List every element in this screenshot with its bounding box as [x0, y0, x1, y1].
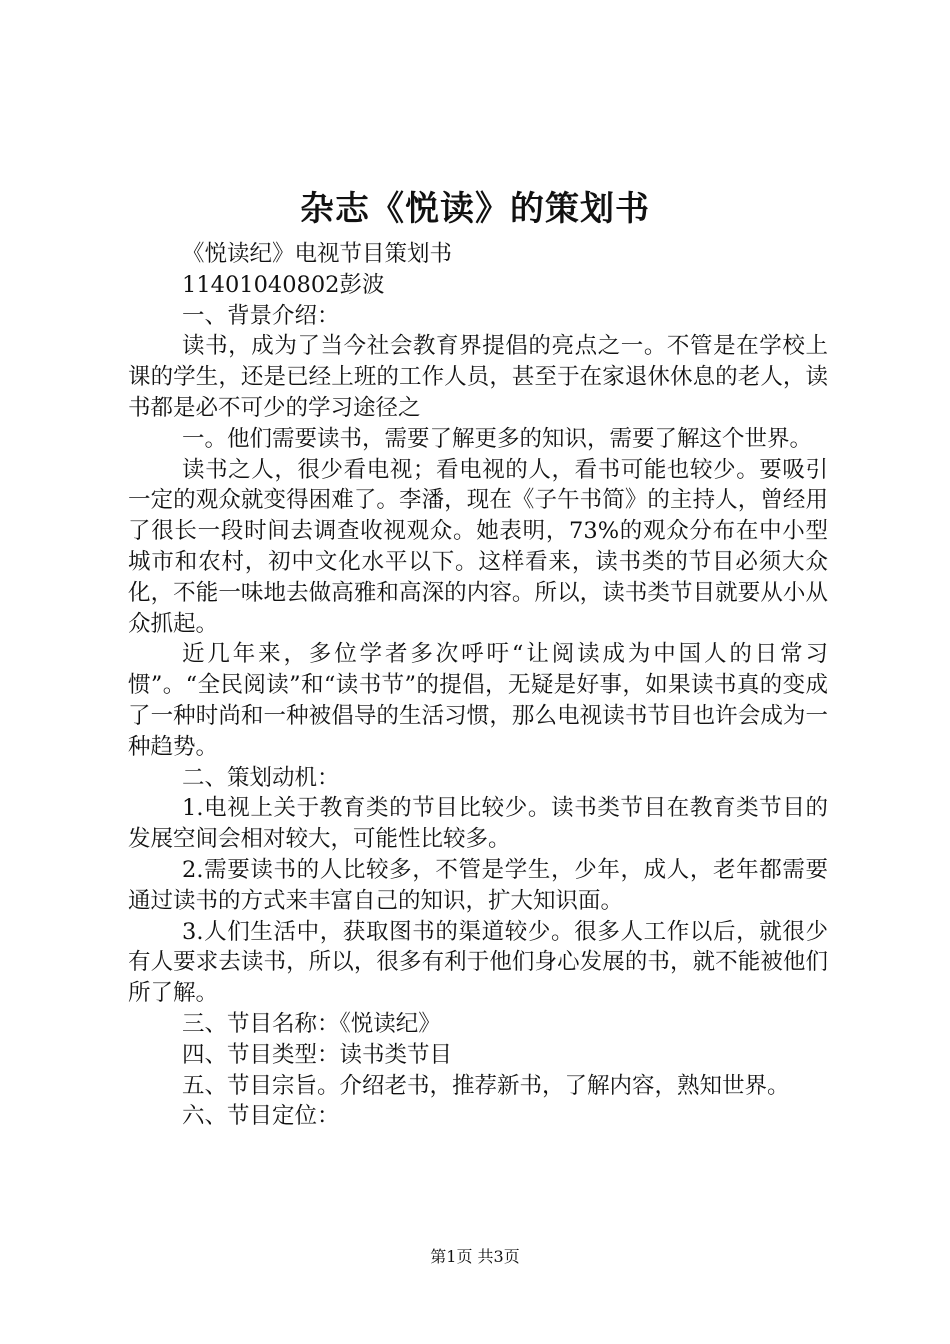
list-item: 1.电视上关于教育类的节目比较少。读书类节目在教育类节目的发展空间会相对较大，可能性比较多。	[128, 795, 828, 853]
section-heading: 六、节目定位：	[182, 1103, 340, 1130]
section-heading: 一、背景介绍：	[182, 302, 340, 329]
paragraph: 《悦读纪》电视节目策划书	[182, 241, 453, 267]
list-item: 2.需要读书的人比较多，不管是学生，少年，成人，老年都需要通过读书的方式来丰富自己的知识，扩大知识面。	[128, 856, 828, 914]
section-heading: 四、节目类型：读书类节目	[182, 1041, 453, 1068]
section-heading: 三、节目名称：《悦读纪》	[182, 1010, 441, 1037]
section-heading: 五、节目宗旨。介绍老书，推荐新书，了解内容，熟知世界。	[182, 1072, 790, 1099]
paragraph: 读书之人，很少看电视；看电视的人，看书可能也较少。要吸引一定的观众就变得困难了。李潘，现在《子午书简》的主持人，曾经用了很长一段时间去调查收视观众。她表明，73%的观众分布在中小型城市和农村，初中文化水平以下。这样看来，读书类的节目必须大众化，不能一味地去做高雅和高深的内容。所以，读书类节目就要从小从众抓起。	[128, 456, 828, 637]
paragraph: 读书，成为了当今社会教育界提倡的亮点之一。不管是在学校上课的学生，还是已经上班的工作人员，甚至于在家退休休息的老人，读书都是必不可少的学习途径之	[128, 333, 828, 421]
page-footer: 第1页 共3页	[430, 1247, 520, 1266]
document-body	[128, 239, 828, 1132]
document-title: 杂志《悦读》的策划书	[300, 189, 650, 229]
section-heading: 二、策划动机：	[182, 764, 340, 791]
paragraph: 一。他们需要读书，需要了解更多的知识，需要了解这个世界。	[182, 425, 813, 452]
paragraph: 11401040802彭波	[182, 271, 385, 298]
list-item: 3.人们生活中，获取图书的渠道较少。很多人工作以后，就很少有人要求去读书，所以，很多有利于他们身心发展的书，就不能被他们所了解。	[128, 918, 828, 1007]
paragraph: 近几年来，多位学者多次呼吁“让阅读成为中国人的日常习惯”。“全民阅读”和“读书节”的提倡，无疑是好事，如果读书真的变成了一种时尚和一种被倡导的生活习惯，那么电视读书节目也许会成为一种趋势。	[128, 641, 828, 760]
